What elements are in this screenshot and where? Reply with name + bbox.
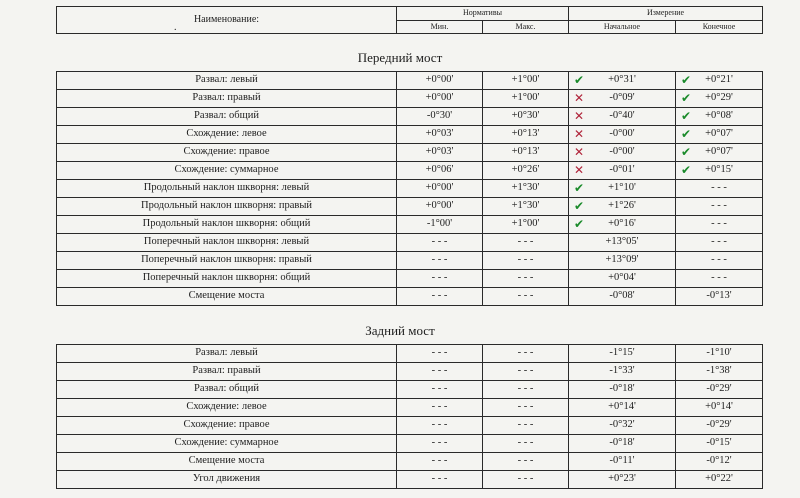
measure-initial xyxy=(569,252,676,270)
norm-min-text: +0°00' xyxy=(425,182,454,194)
measure-final xyxy=(676,288,763,306)
measure-initial xyxy=(569,162,676,180)
norm-max xyxy=(483,288,569,306)
parameter-name-text: Схождение: правое xyxy=(183,146,270,158)
measure-initial xyxy=(569,345,676,363)
stray-dot: . xyxy=(174,22,177,33)
table-row xyxy=(57,162,763,180)
norm-min-text: -0°30' xyxy=(426,110,453,122)
measure-initial xyxy=(569,126,676,144)
norm-max-text: +1°30' xyxy=(511,200,540,212)
measure-initial xyxy=(569,453,676,471)
measure-initial-text: +1°26' xyxy=(608,200,636,212)
measure-final xyxy=(676,345,763,363)
check-icon: ✔ xyxy=(574,199,585,213)
measure-initial-text: +0°14' xyxy=(608,401,636,413)
norm-max-text: - - - xyxy=(517,473,534,485)
norm-max-text: +0°13' xyxy=(511,146,540,158)
measure-initial xyxy=(569,270,676,288)
cross-icon: ✕ xyxy=(574,145,585,159)
measure-initial-text: -0°18' xyxy=(609,383,635,395)
norm-min-text: - - - xyxy=(431,290,448,302)
norm-min xyxy=(397,363,483,381)
measure-initial xyxy=(569,144,676,162)
parameter-name-text: Поперечный наклон шкворня: общий xyxy=(142,272,311,284)
measure-initial xyxy=(569,198,676,216)
norm-max-text: +0°13' xyxy=(511,128,540,140)
parameter-name-text: Продольный наклон шкворня: правый xyxy=(140,200,313,212)
measure-final xyxy=(676,399,763,417)
parameter-name-text: Продольный наклон шкворня: левый xyxy=(143,182,310,194)
norm-min-text: - - - xyxy=(431,383,448,395)
front-axle-title: Передний мост xyxy=(357,50,443,65)
norm-min-text: - - - xyxy=(431,236,448,248)
measure-initial xyxy=(569,435,676,453)
table-row xyxy=(57,252,763,270)
norm-min-text: - - - xyxy=(431,419,448,431)
measure-final xyxy=(676,126,763,144)
norm-max xyxy=(483,126,569,144)
measure-final-text: - - - xyxy=(711,218,727,230)
norm-min xyxy=(397,288,483,306)
measure-initial-text: +13°05' xyxy=(605,236,639,248)
table-row xyxy=(57,216,763,234)
norm-max xyxy=(483,270,569,288)
measure-initial xyxy=(569,234,676,252)
measure-final xyxy=(676,453,763,471)
measure-final-text: - - - xyxy=(711,272,727,284)
norm-min-text: - - - xyxy=(431,437,448,449)
measure-initial xyxy=(569,216,676,234)
parameter-name xyxy=(57,252,397,270)
measure-final xyxy=(676,381,763,399)
norm-max xyxy=(483,234,569,252)
norm-min xyxy=(397,399,483,417)
measure-final-text: -0°29' xyxy=(706,383,732,395)
parameter-name-text: Смещение моста xyxy=(188,290,265,302)
norm-min-text: +0°03' xyxy=(425,128,454,140)
norm-min-text: +0°06' xyxy=(425,164,454,176)
norm-min-text: - - - xyxy=(431,473,448,485)
measure-initial-text: -0°01' xyxy=(609,164,635,176)
header-final: Конечное xyxy=(676,20,763,34)
header-initial: Начальное xyxy=(569,20,676,34)
norm-max-text: - - - xyxy=(517,437,534,449)
norm-max-text: +1°30' xyxy=(511,182,540,194)
parameter-name-text: Развал: левый xyxy=(195,347,258,359)
measure-final xyxy=(676,216,763,234)
measure-final xyxy=(676,162,763,180)
measure-initial-text: +1°10' xyxy=(608,182,636,194)
measure-initial xyxy=(569,381,676,399)
check-icon: ✔ xyxy=(574,217,585,231)
measure-initial-text: -1°33' xyxy=(609,365,635,377)
parameter-name xyxy=(57,144,397,162)
norm-min xyxy=(397,144,483,162)
norm-max-text: - - - xyxy=(517,455,534,467)
measure-initial-text: -0°00' xyxy=(609,146,635,158)
measure-final-text: +0°15' xyxy=(705,164,733,176)
table-row xyxy=(57,453,763,471)
norm-max xyxy=(483,144,569,162)
measure-initial xyxy=(569,288,676,306)
measure-final-text: -1°38' xyxy=(706,365,732,377)
measure-final-text: +0°21' xyxy=(705,74,733,86)
norm-min xyxy=(397,216,483,234)
measure-initial xyxy=(569,363,676,381)
measure-initial-text: -1°15' xyxy=(609,347,635,359)
parameter-name xyxy=(57,381,397,399)
parameter-name-text: Схождение: правое xyxy=(183,419,270,431)
parameter-name xyxy=(57,162,397,180)
front-axle-table xyxy=(56,71,763,306)
measure-initial xyxy=(569,417,676,435)
norm-max xyxy=(483,72,569,90)
measure-final-text: -0°15' xyxy=(706,437,732,449)
parameter-name xyxy=(57,270,397,288)
measure-initial xyxy=(569,108,676,126)
norm-min xyxy=(397,108,483,126)
header-min: Мин. xyxy=(397,20,483,34)
parameter-name xyxy=(57,180,397,198)
measure-final xyxy=(676,270,763,288)
norm-max-text: +1°00' xyxy=(511,218,540,230)
norm-max-text: - - - xyxy=(517,236,534,248)
measure-initial-text: -0°08' xyxy=(609,290,635,302)
parameter-name xyxy=(57,108,397,126)
header-norms: Нормативы xyxy=(397,7,569,21)
norm-min xyxy=(397,453,483,471)
norm-min-text: +0°00' xyxy=(425,200,454,212)
norm-max-text: +1°00' xyxy=(511,74,540,86)
table-row xyxy=(57,144,763,162)
measure-final xyxy=(676,108,763,126)
norm-min xyxy=(397,381,483,399)
parameter-name-text: Схождение: суммарное xyxy=(174,437,279,449)
measure-initial-text: -0°00' xyxy=(609,128,635,140)
norm-min xyxy=(397,345,483,363)
table-row xyxy=(57,72,763,90)
norm-max xyxy=(483,435,569,453)
parameter-name-text: Схождение: левое xyxy=(186,128,267,140)
measure-final-text: +0°22' xyxy=(705,473,733,485)
table-row xyxy=(57,435,763,453)
measure-initial xyxy=(569,90,676,108)
norm-min xyxy=(397,234,483,252)
norm-max xyxy=(483,180,569,198)
measure-final-text: -0°12' xyxy=(706,455,732,467)
parameter-name-text: Развал: правый xyxy=(192,365,261,377)
norm-max xyxy=(483,108,569,126)
measure-final xyxy=(676,252,763,270)
norm-min-text: - - - xyxy=(431,254,448,266)
norm-min-text: +0°03' xyxy=(425,146,454,158)
check-icon: ✔ xyxy=(681,109,692,123)
parameter-name-text: Угол движения xyxy=(192,473,261,485)
measure-final-text: +0°07' xyxy=(705,146,733,158)
measure-final-text: - - - xyxy=(711,236,727,248)
table-row xyxy=(57,180,763,198)
norm-min xyxy=(397,270,483,288)
table-row xyxy=(57,381,763,399)
parameter-name-text: Поперечный наклон шкворня: правый xyxy=(141,254,312,266)
norm-min xyxy=(397,471,483,489)
norm-min xyxy=(397,252,483,270)
measure-initial-text: +0°16' xyxy=(608,218,636,230)
parameter-name-text: Продольный наклон шкворня: общий xyxy=(142,218,311,230)
norm-max xyxy=(483,198,569,216)
norm-min xyxy=(397,417,483,435)
norm-min xyxy=(397,126,483,144)
norm-min-text: - - - xyxy=(431,347,448,359)
norm-max xyxy=(483,453,569,471)
rear-axle-title: Задний мост xyxy=(365,323,435,338)
norm-max-text: - - - xyxy=(517,290,534,302)
parameter-name-text: Поперечный наклон шкворня: левый xyxy=(143,236,310,248)
norm-max-text: - - - xyxy=(517,365,534,377)
parameter-name xyxy=(57,399,397,417)
measure-initial-text: -0°40' xyxy=(609,110,635,122)
parameter-name xyxy=(57,417,397,435)
measure-final-text: - - - xyxy=(711,182,727,194)
norm-min xyxy=(397,72,483,90)
table-row xyxy=(57,126,763,144)
norm-min-text: - - - xyxy=(431,401,448,413)
norm-max xyxy=(483,252,569,270)
norm-min-text: - - - xyxy=(431,272,448,284)
parameter-name-text: Развал: общий xyxy=(194,110,259,122)
table-row xyxy=(57,108,763,126)
norm-max xyxy=(483,399,569,417)
parameter-name xyxy=(57,198,397,216)
measure-initial xyxy=(569,471,676,489)
norm-min xyxy=(397,180,483,198)
table-row xyxy=(57,399,763,417)
measure-final-text: - - - xyxy=(711,254,727,266)
parameter-name xyxy=(57,216,397,234)
measure-final-text: +0°29' xyxy=(705,92,733,104)
check-icon: ✔ xyxy=(681,91,692,105)
parameter-name xyxy=(57,90,397,108)
measure-final-text: -1°10' xyxy=(706,347,732,359)
table-row xyxy=(57,270,763,288)
norm-min xyxy=(397,435,483,453)
check-icon: ✔ xyxy=(681,145,692,159)
table-row xyxy=(57,345,763,363)
measure-initial-text: -0°11' xyxy=(609,455,635,467)
measure-initial-text: +13°09' xyxy=(605,254,639,266)
parameter-name xyxy=(57,453,397,471)
measure-final-text: +0°14' xyxy=(705,401,733,413)
measure-initial xyxy=(569,180,676,198)
measure-initial xyxy=(569,72,676,90)
check-icon: ✔ xyxy=(574,181,585,195)
cross-icon: ✕ xyxy=(574,163,585,177)
table-row xyxy=(57,198,763,216)
check-icon: ✔ xyxy=(681,127,692,141)
norm-min xyxy=(397,90,483,108)
cross-icon: ✕ xyxy=(574,109,585,123)
parameter-name xyxy=(57,435,397,453)
measure-final xyxy=(676,90,763,108)
cross-icon: ✕ xyxy=(574,127,585,141)
parameter-name xyxy=(57,72,397,90)
header-max: Макс. xyxy=(483,20,569,34)
check-icon: ✔ xyxy=(574,73,585,87)
measure-initial xyxy=(569,399,676,417)
norm-max xyxy=(483,363,569,381)
norm-min-text: -1°00' xyxy=(426,218,453,230)
parameter-name xyxy=(57,471,397,489)
rear-axle-table xyxy=(56,344,763,489)
table-row xyxy=(57,234,763,252)
norm-max-text: +0°26' xyxy=(511,164,540,176)
norm-max-text: - - - xyxy=(517,401,534,413)
measure-final-text: -0°13' xyxy=(706,290,732,302)
parameter-name xyxy=(57,345,397,363)
measure-initial-text: +0°31' xyxy=(608,74,636,86)
measure-final xyxy=(676,234,763,252)
norm-max-text: - - - xyxy=(517,347,534,359)
norm-max-text: +0°30' xyxy=(511,110,540,122)
norm-max xyxy=(483,417,569,435)
table-row xyxy=(57,417,763,435)
parameter-name-text: Схождение: суммарное xyxy=(174,164,279,176)
table-row xyxy=(57,90,763,108)
parameter-name xyxy=(57,288,397,306)
check-icon: ✔ xyxy=(681,73,692,87)
norm-min-text: - - - xyxy=(431,365,448,377)
measure-final xyxy=(676,417,763,435)
measure-final xyxy=(676,435,763,453)
norm-min xyxy=(397,198,483,216)
table-row xyxy=(57,363,763,381)
norm-max-text: - - - xyxy=(517,254,534,266)
measure-final xyxy=(676,144,763,162)
cross-icon: ✕ xyxy=(574,91,585,105)
measure-final-text: +0°07' xyxy=(705,128,733,140)
parameter-name-text: Развал: правый xyxy=(192,92,261,104)
norm-max xyxy=(483,216,569,234)
measure-final xyxy=(676,180,763,198)
norm-min xyxy=(397,162,483,180)
measure-final xyxy=(676,198,763,216)
parameter-name xyxy=(57,363,397,381)
measure-final-text: +0°08' xyxy=(705,110,733,122)
table-row xyxy=(57,471,763,489)
measure-initial-text: +0°04' xyxy=(608,272,636,284)
measure-final xyxy=(676,363,763,381)
parameter-name xyxy=(57,126,397,144)
parameter-name-text: Развал: левый xyxy=(195,74,258,86)
parameter-name xyxy=(57,234,397,252)
measure-initial-text: -0°18' xyxy=(609,437,635,449)
measure-initial-text: -0°32' xyxy=(609,419,635,431)
norm-max-text: - - - xyxy=(517,419,534,431)
measure-final xyxy=(676,471,763,489)
measure-final xyxy=(676,72,763,90)
norm-max xyxy=(483,162,569,180)
header-measure: Измерение xyxy=(569,7,763,21)
norm-max xyxy=(483,90,569,108)
norm-max xyxy=(483,345,569,363)
parameter-name-text: Схождение: левое xyxy=(186,401,267,413)
norm-min-text: - - - xyxy=(431,455,448,467)
norm-max xyxy=(483,381,569,399)
parameter-name-text: Развал: общий xyxy=(194,383,259,395)
header-table xyxy=(56,6,763,34)
parameter-name-text: Смещение моста xyxy=(188,455,265,467)
header-name: Наименование: xyxy=(57,7,397,34)
norm-max-text: - - - xyxy=(517,383,534,395)
measure-final-text: - - - xyxy=(711,200,727,212)
norm-min-text: +0°00' xyxy=(425,74,454,86)
table-row xyxy=(57,288,763,306)
norm-max-text: - - - xyxy=(517,272,534,284)
measure-initial-text: -0°09' xyxy=(609,92,635,104)
norm-min-text: +0°00' xyxy=(425,92,454,104)
measure-final-text: -0°29' xyxy=(706,419,732,431)
check-icon: ✔ xyxy=(681,163,692,177)
measure-initial-text: +0°23' xyxy=(608,473,636,485)
norm-max xyxy=(483,471,569,489)
norm-max-text: +1°00' xyxy=(511,92,540,104)
